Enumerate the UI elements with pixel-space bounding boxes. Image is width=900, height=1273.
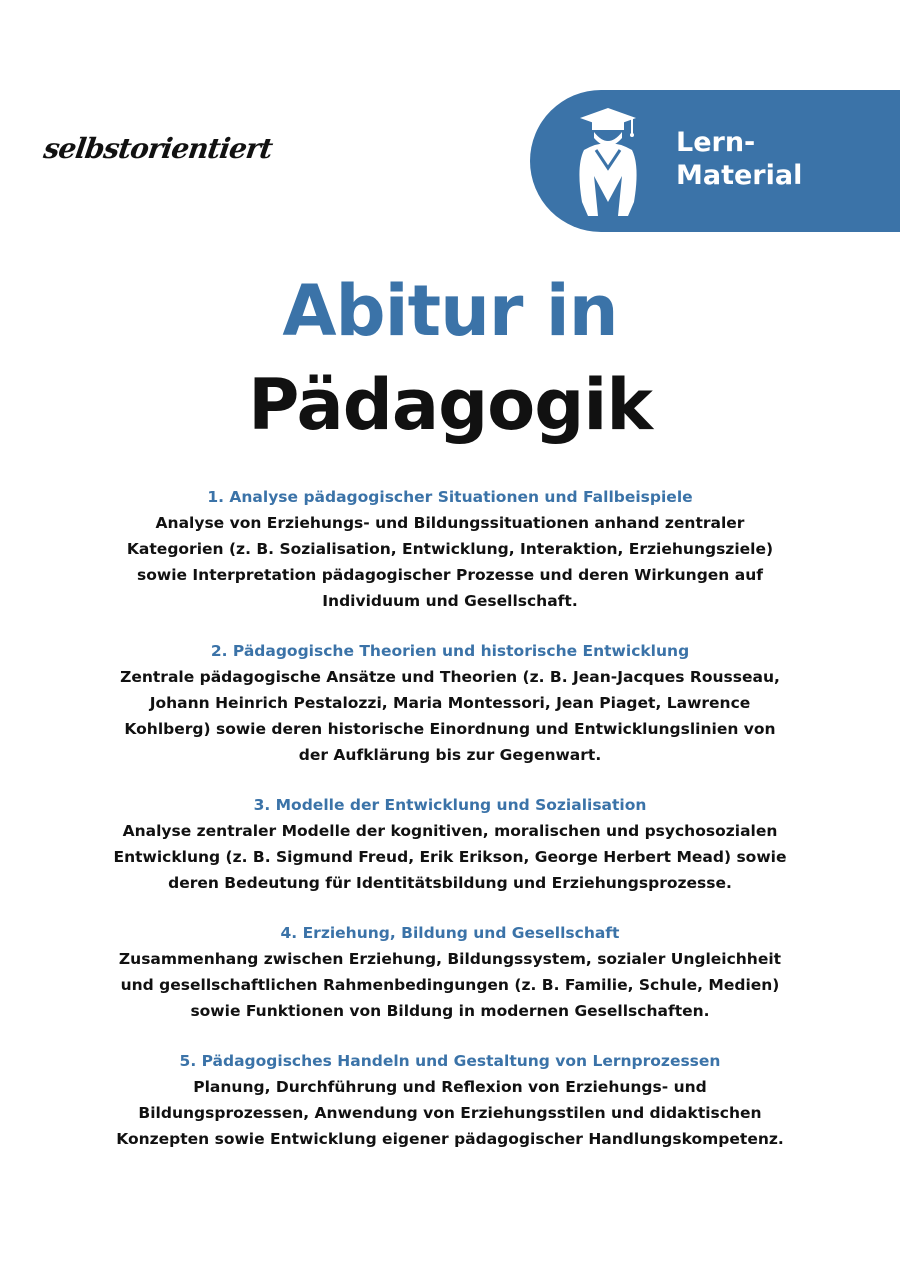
page-title-line2: Pädagogik [248,364,652,446]
topic-section-3 [110,792,790,896]
topic-section-4 [110,920,790,1024]
section-body: Planung, Durchführung und Reflexion von Erziehungs- und Bildungsprozessen, Anwendung von Erziehungsstilen und didaktischen Konzepten sowie Entwicklung eigener pädagogischer Handlungskompetenz. [116,1078,784,1148]
topic-section-2 [110,638,790,768]
badge-label [676,126,802,192]
badge-line1: Lern- [676,127,756,158]
section-body: Zusammenhang zwischen Erziehung, Bildungssystem, sozialer Ungleichheit und gesellschaftlichen Rahmenbedingungen (z. B. Familie, Schule, Medien) sowie Funktionen von Bildung in modernen Gesellschaften. [118,950,782,1020]
material-badge [530,90,900,232]
topic-list [110,484,790,1176]
section-heading: 3. Modelle der Entwicklung und Sozialisation [253,796,647,814]
section-body: Analyse zentraler Modelle der kognitiven, moralischen und psychosozialen Entwicklung (z. B. Sigmund Freud, Erik Erikson, George Herbert Mead) sowie deren Bedeutung für Identitätsbildung und Erziehungsprozesse. [113,822,787,892]
section-heading: 1. Analyse pädagogischer Situationen und Fallbeispiele [207,488,693,506]
section-heading: 2. Pädagogische Theorien und historische Entwicklung [210,642,690,660]
section-body: Analyse von Erziehungs- und Bildungssituationen anhand zentraler Kategorien (z. B. Sozialisation, Entwicklung, Interaktion, Erziehungsziele) sowie Interpretation pädagogischer Prozesse und deren Wirkungen auf Individuum und Gesellschaft. [126,514,774,610]
page-title-line1: Abitur in [282,270,618,352]
topic-section-1 [110,484,790,614]
section-body: Zentrale pädagogische Ansätze und Theorien (z. B. Jean-Jacques Rousseau, Johann Heinrich Pestalozzi, Maria Montessori, Jean Piaget, Lawrence Kohlberg) sowie deren historische Einordnung und Entwicklungslinien von der Aufklärung bis zur Gegenwart. [120,668,780,764]
badge-line2: Material [676,160,803,191]
graduate-icon [578,106,638,216]
section-heading: 4. Erziehung, Bildung und Gesellschaft [280,924,620,942]
topic-section-5 [110,1048,790,1152]
brand-logo: selbstorientiert [41,132,275,165]
section-heading: 5. Pädagogisches Handeln und Gestaltung von Lernprozessen [179,1052,721,1070]
